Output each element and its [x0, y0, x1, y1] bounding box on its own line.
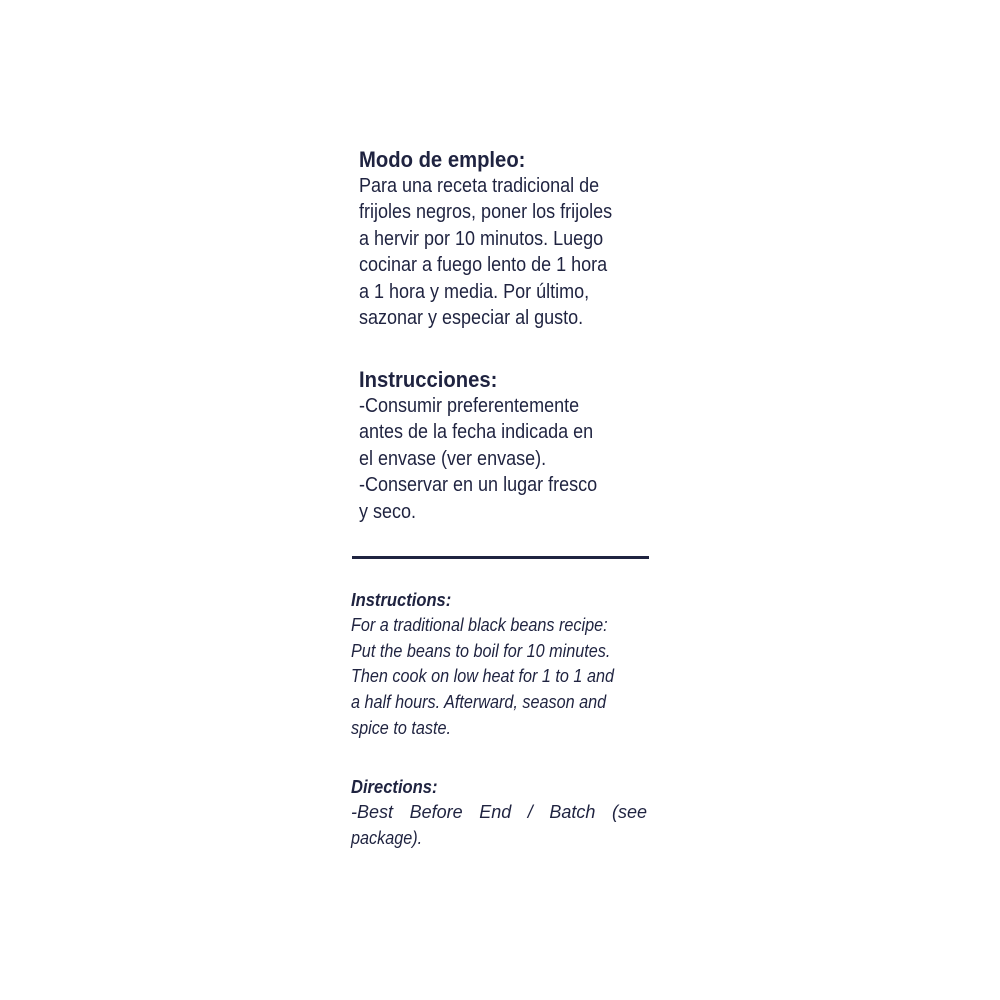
usage-section-es	[359, 147, 641, 331]
directions-word: (see	[611, 802, 647, 822]
directions-line-en: package).	[351, 827, 423, 848]
instructions-heading-es: Instrucciones:	[359, 367, 498, 392]
directions-line-en	[351, 800, 647, 826]
instructions-line-es: antes de la fecha indicada en	[359, 421, 594, 444]
directions-word: /	[527, 802, 533, 822]
instructions-section-es	[359, 367, 641, 525]
directions-word: Before	[409, 802, 463, 822]
instructions-line-en: For a traditional black beans recipe:	[351, 615, 608, 635]
section-divider	[352, 556, 649, 559]
usage-line-es: cocinar a fuego lento de 1 hora	[359, 254, 608, 277]
instructions-section-en	[351, 587, 647, 742]
instructions-heading-en: Instructions:	[351, 590, 452, 610]
usage-line-es: frijoles negros, poner los frijoles	[359, 201, 613, 224]
instructions-line-en: a half hours. Afterward, season and	[351, 692, 607, 713]
usage-line-es: sazonar y especiar al gusto.	[359, 307, 584, 330]
directions-heading-en: Directions:	[351, 777, 438, 797]
instructions-line-en: spice to taste.	[351, 717, 451, 738]
instructions-line-es: el envase (ver envase).	[359, 447, 547, 470]
directions-word: -Best	[351, 802, 394, 822]
instructions-line-en: Then cook on low heat for 1 to 1 and	[351, 666, 614, 687]
instructions-line-es: y seco.	[359, 500, 417, 523]
directions-section-en	[351, 774, 647, 851]
usage-line-es: a hervir por 10 minutos. Luego	[359, 227, 604, 250]
directions-word: End	[479, 802, 512, 822]
usage-heading-es: Modo de empleo:	[359, 147, 526, 172]
instructions-line-es: -Consumir preferentemente	[359, 395, 580, 417]
instructions-line-en: Put the beans to boil for 10 minutes.	[351, 640, 611, 661]
instructions-line-es: -Conservar en un lugar fresco	[359, 474, 598, 497]
usage-line-es: a 1 hora y media. Por último,	[359, 280, 590, 303]
directions-word: Batch	[549, 802, 596, 822]
usage-line-es: Para una receta tradicional de	[359, 175, 600, 197]
